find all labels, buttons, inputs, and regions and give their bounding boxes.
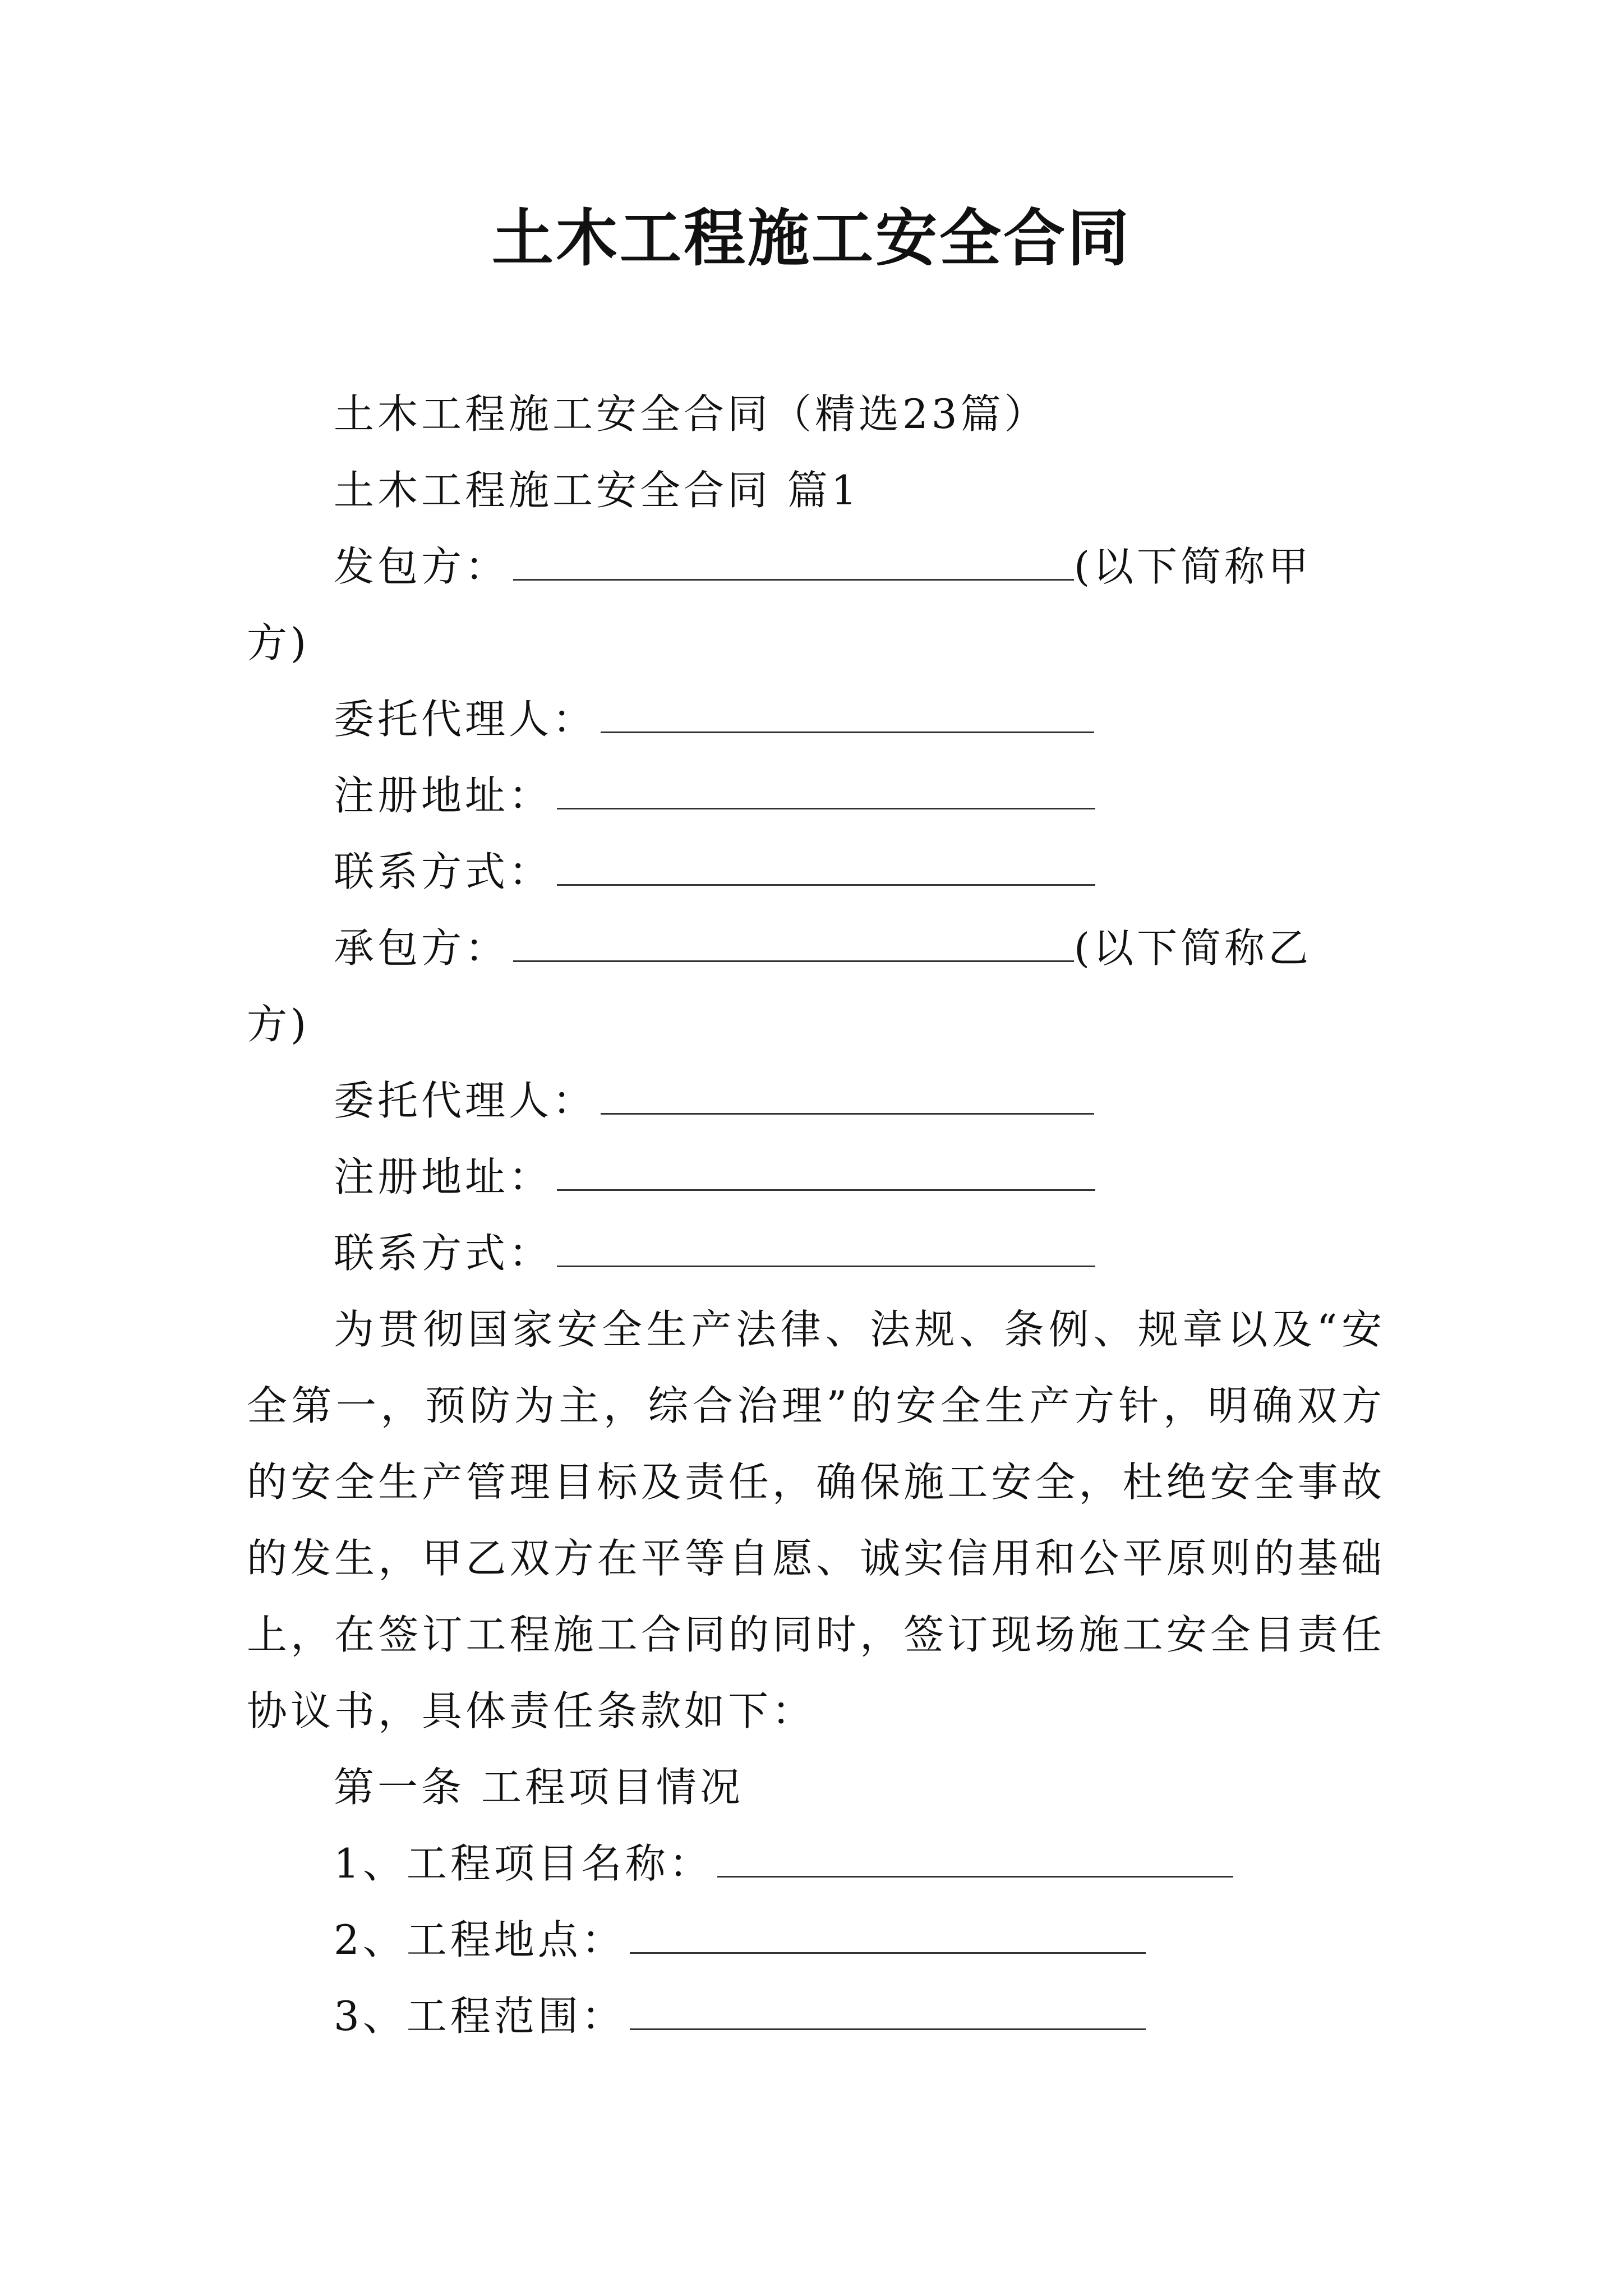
- article-one-heading: 第一条 工程项目情况: [334, 1764, 744, 1811]
- article-one-item: [247, 1978, 1385, 2054]
- article-one-item: [247, 1902, 1385, 1978]
- party-b-address-label: 注册地址：: [334, 1153, 553, 1200]
- project-scope-blank: [630, 1988, 1146, 2030]
- party-a-blank: [513, 539, 1074, 581]
- party-b-contact-blank: [557, 1225, 1095, 1267]
- party-b-suffix: (以下简称乙: [1074, 924, 1312, 972]
- article-one-item-label: 3、工程范围：: [334, 1993, 625, 2040]
- party-b-address-blank: [557, 1149, 1095, 1191]
- project-name-blank: [717, 1835, 1233, 1878]
- party-a-label: 发包方：: [334, 543, 509, 590]
- document-body: [247, 376, 1385, 2054]
- party-a-continuation: 方): [247, 619, 310, 666]
- party-b-agent-line: [247, 1062, 1385, 1139]
- party-a-address-line: [247, 757, 1385, 834]
- party-b-line: [247, 910, 1385, 986]
- party-b-contact-label: 联系方式：: [334, 1230, 553, 1277]
- party-b-contact-line: [247, 1215, 1385, 1291]
- intro-paragraph: 为贯彻国家安全生产法律、法规、条例、规章以及“安全第一，预防为主，综合治理”的安全生产方针，明确双方的安全生产管理目标及责任，确保施工安全，杜绝安全事故的发生，甲乙双方在平等自愿、诚实信用和公平原则的基础上，在签订工程施工合同的同时，签订现场施工安全目责任协议书，具体责任条款如下：: [247, 1306, 1385, 1734]
- party-b-agent-blank: [601, 1073, 1094, 1115]
- party-a-suffix: (以下简称甲: [1074, 543, 1312, 590]
- article-one-item-label: 2、工程地点：: [334, 1916, 625, 1963]
- party-a-agent-blank: [601, 691, 1094, 733]
- party-a-contact-blank: [557, 844, 1095, 886]
- party-a-contact-line: [247, 834, 1385, 910]
- party-a-agent-line: [247, 681, 1385, 757]
- party-b-address-line: [247, 1139, 1385, 1215]
- article-one-item: [247, 1825, 1385, 1902]
- party-a-address-label: 注册地址：: [334, 772, 553, 819]
- party-a-agent-label: 委托代理人：: [334, 696, 597, 743]
- party-b-agent-label: 委托代理人：: [334, 1077, 597, 1124]
- section-heading: 土木工程施工安全合同 篇1: [334, 467, 860, 514]
- subtitle: 土木工程施工安全合同（精选23篇）: [334, 390, 1048, 438]
- article-one-item-label: 1、工程项目名称：: [334, 1840, 713, 1887]
- party-b-continuation: 方): [247, 1001, 310, 1048]
- party-a-contact-label: 联系方式：: [334, 848, 553, 895]
- project-location-blank: [630, 1912, 1146, 1954]
- party-a-address-blank: [557, 767, 1095, 809]
- party-b-blank: [513, 920, 1074, 962]
- party-a-line: [247, 528, 1385, 605]
- document-title: 土木工程施工安全合同: [492, 203, 1131, 274]
- party-b-label: 承包方：: [334, 924, 509, 972]
